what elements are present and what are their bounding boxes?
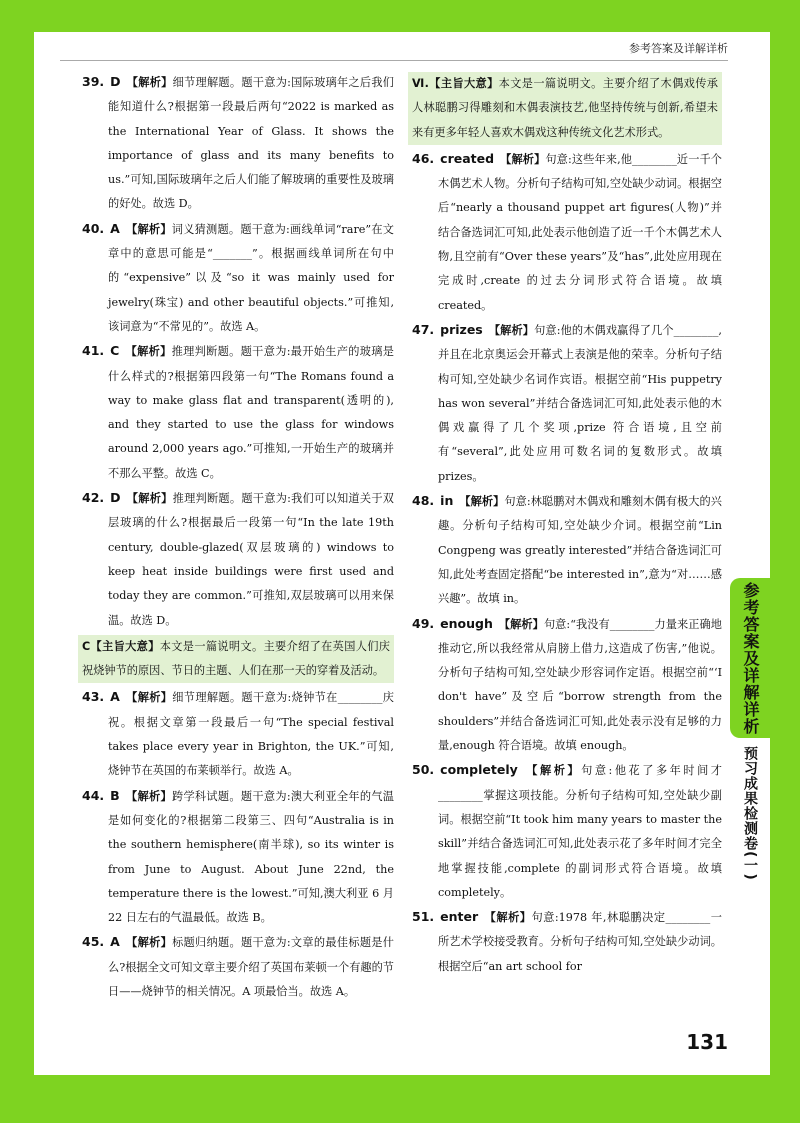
answer-item-42: 42. D 【解析】推理判断题。题干意为:我们可以知道关于双层玻璃的什么?根据最后一段第一句“In the late 19th century, double-glazed(双层玻璃的) windows to keep heat inside buildings were first used and today they are common.”可推知,双层玻璃可以用来保温。故选 D。 (82, 490, 394, 627)
answer-item-48: 48. in 【解析】句意:林聪鹏对木偶戏和雕刻木偶有极大的兴趣。分析句子结构可知,空处缺少介词。根据空前“Lin Congpeng was greatly interested”并结合备选词汇可知,此处考查固定搭配“be interested in”,意为“对……感兴趣”。故填 in。 (412, 493, 722, 606)
answer-text: 推理判断题。题干意为:最开始生产的玻璃是什么样式的?根据第四段第一句“The Romans found a way to make glass flat and transparent(透明的), and they started to use the glass for windows around 2,000 years ago.”可推知,一开始生产的玻璃并不那么平整。故选 C。 (108, 345, 394, 480)
answer-text: 跨学科试题。题干意为:澳大利亚全年的气温是如何变化的?根据第二段第三、四句“Australia is in the southern hemisphere(南半球), so its winter is from June to August. About June 22nd, the temperature there is the lowest.”可知,澳大利亚 6 月 22 日左右的气温最低。故选 B。 (108, 789, 394, 925)
answer-text: 句意:1978 年,林聪鹏决定________一所艺术学校接受教育。分析句子结构可知,空处缺少动词。根据空后“an art school for (438, 911, 722, 973)
right-column (412, 70, 722, 979)
answer-item-44: 44. B 【解析】跨学科试题。题干意为:澳大利亚全年的气温是如何变化的?根据第二段第三、四句“Australia is in the southern hemisphere(南半球), so its winter is from June to August. About June 22nd, the temperature there is the lowest.”可知,澳大利亚 6 月 22 日左右的气温最低。故选 B。 (82, 787, 394, 925)
answer-item-40: 40. A 【解析】词义猜测题。题干意为:画线单词“rare”在文章中的意思可能是“_______”。根据画线单词所在句中的“expensive”以及“so it was mainly used for jewelry(珠宝) and other beautiful objects.”可推知,该词意为“不常见的”。故选 A。 (82, 220, 394, 333)
frame-left (0, 0, 34, 1123)
summary-vi: Ⅵ.【主旨大意】本文是一篇说明文。主要介绍了木偶戏传承人林聪鹏习得雕刻和木偶表演技艺,他坚持传统与创新,希望未来有更多年轻人喜欢木偶戏这种传统文化艺术形式。 (408, 72, 722, 145)
frame-top (0, 0, 800, 32)
answer-text: 推理判断题。题干意为:我们可以知道关于双层玻璃的什么?根据最后一段第一句“In the late 19th century, double-glazed(双层玻璃的) windows to keep heat inside buildings were first used and today they are common.”可推知,双层玻璃可以用来保温。故选 D。 (108, 492, 394, 627)
summary-c: C【主旨大意】本文是一篇说明文。主要介绍了在英国人们庆祝烧钟节的原因、节日的主题、人们在那一天的穿着及活动。 (78, 635, 394, 684)
page-number: 131 (686, 1030, 728, 1054)
left-column (82, 70, 394, 1004)
answer-text: 标题归纳题。题干意为:文章的最佳标题是什么?根据全文可知文章主要介绍了英国布莱顿一个有趣的节日——烧钟节的相关情况。A 项最恰当。故选 A。 (108, 936, 394, 998)
answer-item-46: 46. created 【解析】句意:这些年来,他________近一千个木偶艺术人物。分析句子结构可知,空处缺少动词。根据空后“nearly a thousand puppet art figures(人物)”并结合备选词汇可知,此处表示他创造了近一千个木偶艺术人物,且空前有“Over these years”及“has”,此处应用现在完成时,create 的过去分词形式符合语境。故填 created。 (412, 150, 722, 312)
side-section-label: 预习成果检测卷(一) (742, 746, 758, 881)
answer-item-41: 41. C 【解析】推理判断题。题干意为:最开始生产的玻璃是什么样式的?根据第四段第一句“The Romans found a way to make glass flat and transparent(透明的), and they started to use the glass for windows around 2,000 years ago.”可推知,一开始生产的玻璃并不那么平整。故选 C。 (82, 343, 394, 480)
answer-text: 句意:林聪鹏对木偶戏和雕刻木偶有极大的兴趣。分析句子结构可知,空处缺少介词。根据空前“Lin Congpeng was greatly interested”并结合备选词汇可知,此处考查固定搭配“be interested in”,意为“对……感兴趣”。故填 in。 (438, 495, 722, 606)
answer-text: 句意:“我没有________力量来正确地推动它,所以我经常从肩膀上借力,这造成了伤害,”他说。分析句子结构可知,空处缺少形容词作定语。根据空前“‘I don't have”及空后“borrow strength from the shoulders”并结合备选词汇可知,此处表示没有足够的力量,enough 符合语境。故填 enough。 (438, 617, 722, 753)
answer-item-43: 43. A 【解析】细节理解题。题干意为:烧钟节在________庆祝。根据文章第一段最后一句“The special festival takes place every year in Brighton, the UK.”可知,烧钟节在英国的布莱顿举行。故选 A。 (82, 689, 394, 778)
side-tab: 参考答案及详解详析 (730, 578, 770, 738)
answer-text: 词义猜测题。题干意为:画线单词“rare”在文章中的意思可能是“_______”。根据画线单词所在句中的“expensive”以及“so it was mainly used for jewelry(珠宝) and other beautiful objects.”可推知,该词意为“不常见的”。故选 A。 (108, 222, 394, 333)
answer-item-45: 45. A 【解析】标题归纳题。题干意为:文章的最佳标题是什么?根据全文可知文章主要介绍了英国布莱顿一个有趣的节日——烧钟节的相关情况。A 项最恰当。故选 A。 (82, 934, 394, 998)
answer-text: 细节理解题。题干意为:烧钟节在________庆祝。根据文章第一段最后一句“The special festival takes place every year in Brighton, the UK.”可知,烧钟节在英国的布莱顿举行。故选 A。 (108, 691, 394, 778)
frame-bottom (0, 1075, 800, 1123)
answer-item-39: 39. D 【解析】细节理解题。题干意为:国际玻璃年之后我们能知道什么?根据第一段最后两句“2022 is marked as the International Year of Glass. It shows the importance of glass and its many benefits to us.”可知,国际玻璃年之后人们能了解玻璃的重要性及玻璃的好处。故选 D。 (82, 74, 394, 211)
answer-item-47: 47. prizes 【解析】句意:他的木偶戏赢得了几个________,并且在北京奥运会开幕式上表演是他的荣幸。分析句子结构可知,空处缺少名词作宾语。根据空前“His puppetry has won several”并结合备选词汇可知,此处表示他的木偶戏赢得了几个奖项,prize 符合语境,且空前有“several”,此处应用可数名词的复数形式。故填 prizes。 (412, 321, 722, 483)
answer-text: 句意:他的木偶戏赢得了几个________,并且在北京奥运会开幕式上表演是他的荣幸。分析句子结构可知,空处缺少名词作宾语。根据空前“His puppetry has won several”并结合备选词汇可知,此处表示他的木偶戏赢得了几个奖项,prize 符合语境,且空前有“several”,此处应用可数名词的复数形式。故填 prizes。 (438, 323, 722, 483)
answer-text: 句意:他花了多年时间才________掌握这项技能。分析句子结构可知,空处缺少副词。根据空前“It took him many years to master the skill”并结合备选词汇可知,此处表示花了多年时间才完全地掌握技能,complete 的副词形式符合语境。故填 completely。 (438, 764, 722, 899)
answer-text: 句意:这些年来,他________近一千个木偶艺术人物。分析句子结构可知,空处缺少动词。根据空后“nearly a thousand puppet art figures(人物)”并结合备选词汇可知,此处表示他创造了近一千个木偶艺术人物,且空前有“Over these years”及“has”,此处应用现在完成时,create 的过去分词形式符合语境。故填 created。 (438, 152, 722, 312)
frame-right (770, 0, 800, 1123)
answer-item-51: 51. enter 【解析】句意:1978 年,林聪鹏决定________一所艺术学校接受教育。分析句子结构可知,空处缺少动词。根据空后“an art school for (412, 909, 722, 973)
page-header: 参考答案及详解详析 (60, 40, 728, 61)
answer-text: 细节理解题。题干意为:国际玻璃年之后我们能知道什么?根据第一段最后两句“2022 is marked as the International Year of Glass. It shows the importance of glass and its many benefits to us.”可知,国际玻璃年之后人们能了解玻璃的重要性及玻璃的好处。故选 D。 (108, 76, 394, 211)
answer-item-50: 50. completely 【解析】句意:他花了多年时间才________掌握这项技能。分析句子结构可知,空处缺少副词。根据空前“It took him many years to master the skill”并结合备选词汇可知,此处表示花了多年时间才完全地掌握技能,complete 的副词形式符合语境。故填 completely。 (412, 762, 722, 899)
answer-item-49: 49. enough 【解析】句意:“我没有________力量来正确地推动它,所以我经常从肩膀上借力,这造成了伤害,”他说。分析句子结构可知,空处缺少形容词作定语。根据空前“‘I don't have”及空后“borrow strength from the shoulders”并结合备选词汇可知,此处表示没有足够的力量,enough 符合语境。故填 enough。 (412, 615, 722, 753)
